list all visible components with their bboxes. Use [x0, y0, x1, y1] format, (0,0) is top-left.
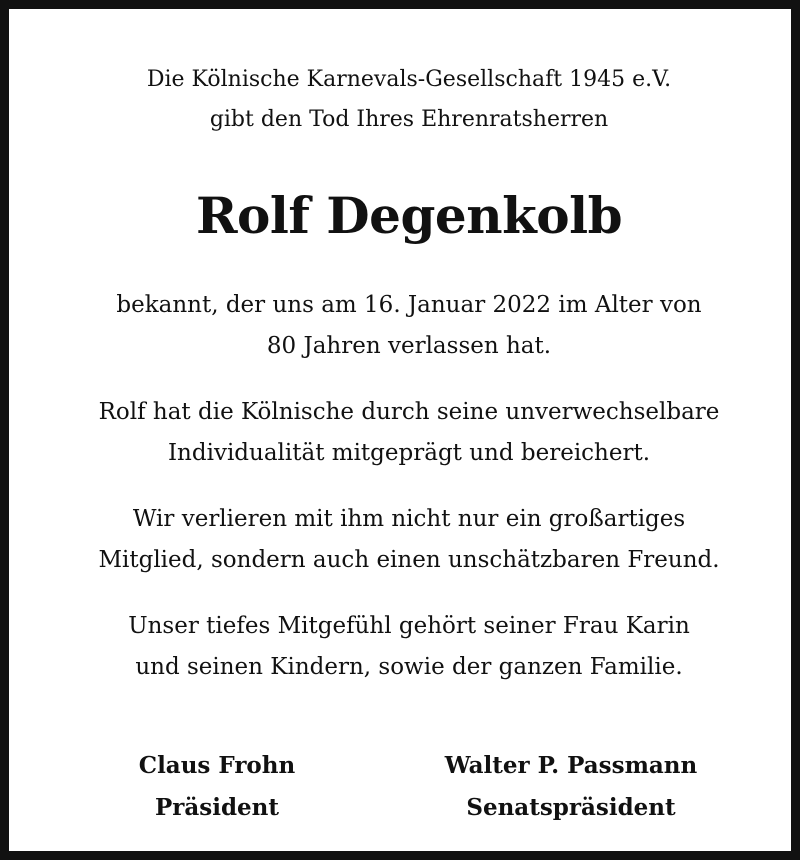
paragraph-3-line-2: Mitglied, sondern auch einen unschätzbaren Freund.: [98, 547, 720, 573]
paragraph-4-line-2: und seinen Kindern, sowie der ganzen Familie.: [135, 654, 683, 680]
intro-line-announcement: gibt den Tod Ihres Ehrenratsherren: [209, 107, 609, 132]
deceased-name: Rolf Degenkolb: [195, 186, 623, 245]
signatory-title: Senatspräsident: [466, 794, 676, 821]
paragraph-1-line-2: 80 Jahren verlassen hat.: [266, 333, 552, 359]
paragraph-2-line-1: Rolf hat die Kölnische durch seine unverwechselbare: [98, 399, 720, 425]
intro-line-organization: Die Kölnische Karnevals-Gesellschaft 1945 e.V.: [146, 67, 672, 92]
signatory-president: [47, 745, 387, 829]
signatory-name: Walter P. Passmann: [444, 752, 698, 779]
paragraph-3-line-1: Wir verlieren mit ihm nicht nur ein großartiges: [132, 506, 686, 532]
signatory-title: Präsident: [154, 794, 280, 821]
signatory-senate-president: [401, 745, 741, 829]
paragraph-1-line-1: bekannt, der uns am 16. Januar 2022 im Alter von: [116, 292, 702, 318]
signatory-name: Claus Frohn: [138, 752, 296, 779]
paragraph-2-line-2: Individualität mitgeprägt und bereichert.: [167, 440, 651, 466]
paragraph-4-line-1: Unser tiefes Mitgefühl gehört seiner Frau Karin: [128, 613, 690, 639]
